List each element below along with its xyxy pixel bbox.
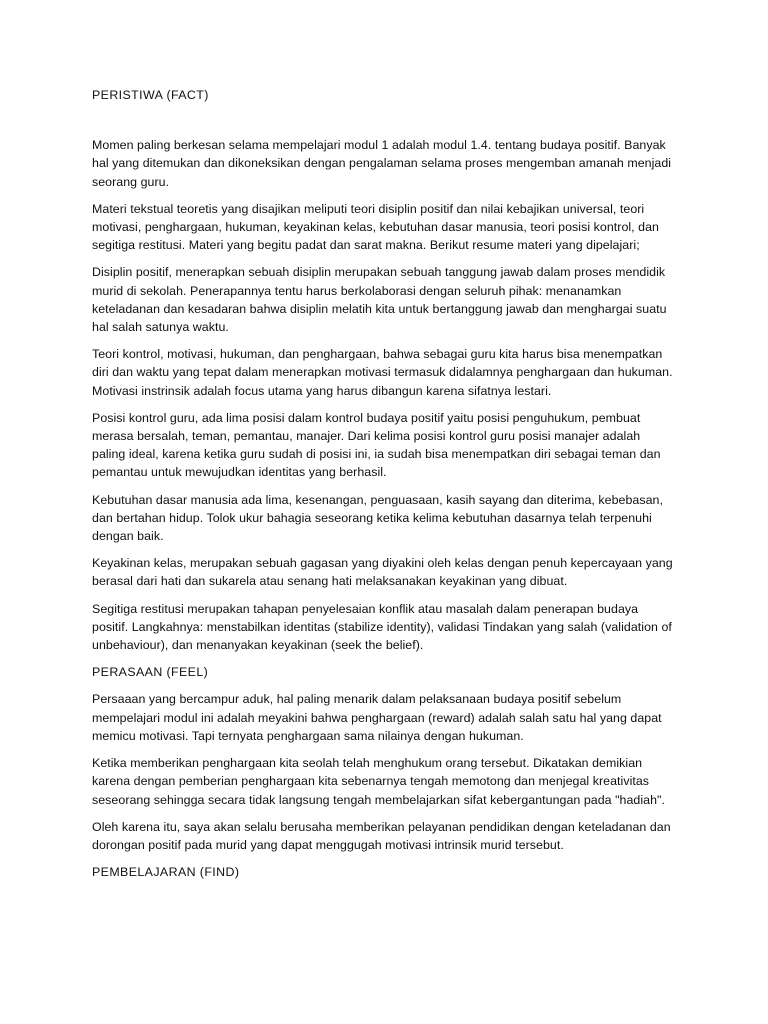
feel-paragraph-1: Persaaan yang bercampur aduk, hal paling menarik dalam pelaksanaan budaya positif sebelum mempelajari modul ini adalah meyakini bahwa penghargaan (reward) adalah salah satu hal yang dapat memicu motivasi. Tapi ternyata penghargaan sama nilainya dengan hukuman.	[92, 692, 662, 743]
heading-fact: PERISTIWA (FACT)	[92, 88, 209, 102]
fact-paragraph-1: Momen paling berkesan selama mempelajari modul 1 adalah modul 1.4. tentang budaya positif. Banyak hal yang ditemukan dan dikoneksikan dengan pengalaman selama proses mengemban amanah menjadi seorang guru.	[92, 138, 672, 189]
fact-paragraph-2: Materi tekstual teoretis yang disajikan meliputi teori disiplin positif dan nilai kebajikan universal, teori motivasi, penghargaan, hukuman, keyakinan kelas, kebutuhan dasar manusia, teori posisi kontrol, dan segitiga restitusi. Materi yang begitu padat dan sarat makna. Berikut resume materi yang dipelajari;	[92, 201, 659, 253]
fact-paragraph-4: Teori kontrol, motivasi, hukuman, dan penghargaan, bahwa sebagai guru kita harus bisa menempatkan diri dan waktu yang tepat dalam menerapkan motivasi termasuk didalamnya penghargaan dan hukuman. Motivasi instrinsik adalah focus utama yang harus dibangun karena sifatnya lestari.	[92, 347, 673, 398]
feel-paragraph-3: Oleh karena itu, saya akan selalu berusaha memberikan pelayanan pendidikan dengan keteladanan dan dorongan positif pada murid yang dapat menggugah motivasi intrinsik murid tersebut.	[92, 819, 671, 852]
heading-find: PEMBELAJARAN (FIND)	[92, 865, 240, 880]
fact-paragraph-8: Segitiga restitusi merupakan tahapan penyelesaian konflik atau masalah dalam penerapan budaya positif. Langkahnya: menstabilkan identitas (stabilize identity), validasi Tindakan yang salah (validation of unbehaviour), dan menanyakan keyakinan (seek the belief).	[92, 601, 672, 653]
fact-paragraph-6: Kebutuhan dasar manusia ada lima, kesenangan, penguasaan, kasih sayang dan diterima, kebebasan, dan bertahan hidup. Tolok ukur bahagia seseorang ketika kelima kebutuhan dasarnya telah terpenuhi dengan baik.	[92, 492, 663, 544]
fact-paragraph-7: Keyakinan kelas, merupakan sebuah gagasan yang diyakini oleh kelas dengan penuh kepercayaan yang berasal dari hati dan sukarela atau senang hati melaksanakan keyakinan yang dibuat.	[92, 556, 673, 589]
feel-paragraph-2: Ketika memberikan penghargaan kita seolah telah menghukum orang tersebut. Dikatakan demikian karena dengan pemberian penghargaan kita sebenarnya tengah memotong dan menjegal kreativitas seseorang sehingga secara tidak langsung tengah membelajarkan sifat kebergantungan pada "hadiah".	[92, 756, 665, 807]
fact-paragraph-3: Disiplin positif, menerapkan sebuah disiplin merupakan sebuah tanggung jawab dalam proses mendidik murid di sekolah. Penerapannya tentu harus berkolaborasi dengan seluruh pihak: menanamkan keteladanan dan kesadaran bahwa disiplin melatih kita untuk bertanggung jawab dan menghargai suatu hal salah satunya waktu.	[92, 265, 667, 335]
heading-feel: PERASAAN (FEEL)	[92, 665, 209, 680]
document-body	[92, 86, 677, 890]
fact-paragraph-5: Posisi kontrol guru, ada lima posisi dalam kontrol budaya positif yaitu posisi penguhukum, pembuat merasa bersalah, teman, pemantau, manajer. Dari kelima posisi kontrol guru posisi manajer adalah paling ideal, karena ketika guru sudah di posisi ini, ia sudah bisa menempatkan diri sebagai teman dan pemantau untuk mewujudkan identitas yang berhasil.	[92, 410, 661, 480]
